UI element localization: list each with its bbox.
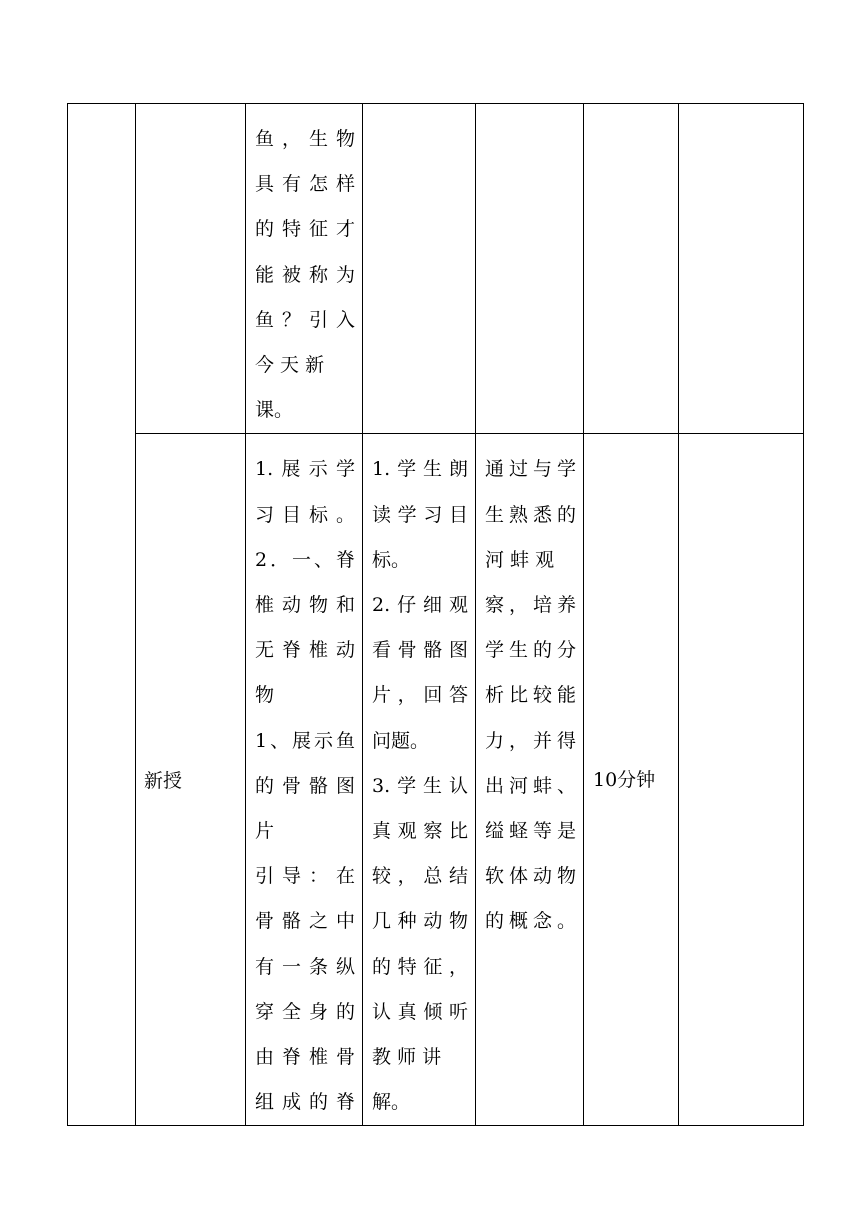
- notes-cell: [679, 434, 804, 1126]
- student-activity-cell: [363, 104, 476, 434]
- text-line: 骨骼之中: [255, 910, 355, 933]
- text-line: 鱼？引入: [255, 308, 355, 331]
- text-line: 无脊椎动: [255, 639, 355, 662]
- text-line: 物: [255, 684, 275, 707]
- text-line: 1.展示学: [255, 458, 355, 481]
- text-line: 的特征，: [372, 955, 468, 978]
- text-line: 析比较能: [485, 684, 576, 707]
- text-line: 片: [255, 820, 275, 843]
- text-line: 2．一、脊: [255, 548, 355, 571]
- text-line: 习目标。: [255, 503, 355, 526]
- text-line: 2.仔细观: [372, 594, 468, 617]
- text-line: 软体动物: [485, 865, 576, 888]
- text-line: 教 师 讲: [372, 1046, 442, 1069]
- text-line: 具有怎样: [255, 173, 355, 196]
- text-line: 1.学生朗: [372, 458, 468, 481]
- stage-label: 新授: [144, 770, 183, 793]
- text-line: 由脊椎骨: [255, 1046, 355, 1069]
- text-line: 组成的脊: [255, 1091, 355, 1114]
- text-line: 标。: [372, 548, 411, 571]
- text-line: 的特征才: [255, 218, 355, 241]
- text-line: 能被称为: [255, 263, 355, 286]
- text-line: 解。: [372, 1091, 411, 1114]
- text-line: 有一条纵: [255, 955, 355, 978]
- text-line: 出河蚌、: [485, 774, 576, 797]
- text-line: 生熟悉的: [485, 503, 576, 526]
- text-line: 穿全身的: [255, 1000, 355, 1023]
- text-line: 鱼，生物: [255, 128, 355, 150]
- text-line: 问题。: [372, 729, 430, 752]
- design-intent-cell: [476, 434, 584, 1126]
- stage-cell: [136, 434, 246, 1126]
- text-line: 察，培养: [485, 594, 576, 617]
- text-line: 1、展示鱼: [255, 729, 355, 752]
- time-label: 10分钟: [593, 769, 656, 792]
- text-line: 缢蛏等是: [485, 820, 576, 843]
- text-line: 椎动物和: [255, 594, 355, 617]
- text-line: 看骨骼图: [372, 639, 468, 662]
- text-line: 今 天 新: [255, 354, 325, 377]
- table-row: [68, 434, 804, 1126]
- section-cell: [68, 104, 136, 1126]
- design-intent-cell: [476, 104, 584, 434]
- text-line: 的骨骼图: [255, 774, 355, 797]
- lesson-plan-table: [67, 103, 804, 1126]
- text-line: 读学习目: [372, 503, 468, 526]
- time-cell: [584, 104, 679, 434]
- time-cell: [584, 434, 679, 1126]
- text-line: 几种动物: [372, 910, 468, 933]
- text-line: 认真倾听: [372, 1000, 468, 1023]
- text-line: 片，回答: [372, 684, 468, 707]
- notes-cell: [679, 104, 804, 434]
- text-line: 力，并得: [485, 729, 576, 752]
- text-line: 真观察比: [372, 820, 468, 843]
- text-line: 学生的分: [485, 639, 576, 662]
- text-line: 课。: [255, 399, 294, 422]
- stage-cell: [136, 104, 246, 434]
- text-line: 河 蚌 观: [485, 548, 555, 571]
- text-line: 引导：在: [255, 865, 355, 888]
- teacher-activity-cell: [246, 104, 363, 434]
- teacher-activity-cell: [246, 434, 363, 1126]
- table-row: [68, 104, 804, 434]
- student-activity-cell: [363, 434, 476, 1126]
- text-line: 通过与学: [485, 458, 576, 481]
- text-line: 3.学生认: [372, 774, 468, 797]
- text-line: 较，总结: [372, 865, 468, 888]
- text-line: 的概念。: [485, 910, 576, 933]
